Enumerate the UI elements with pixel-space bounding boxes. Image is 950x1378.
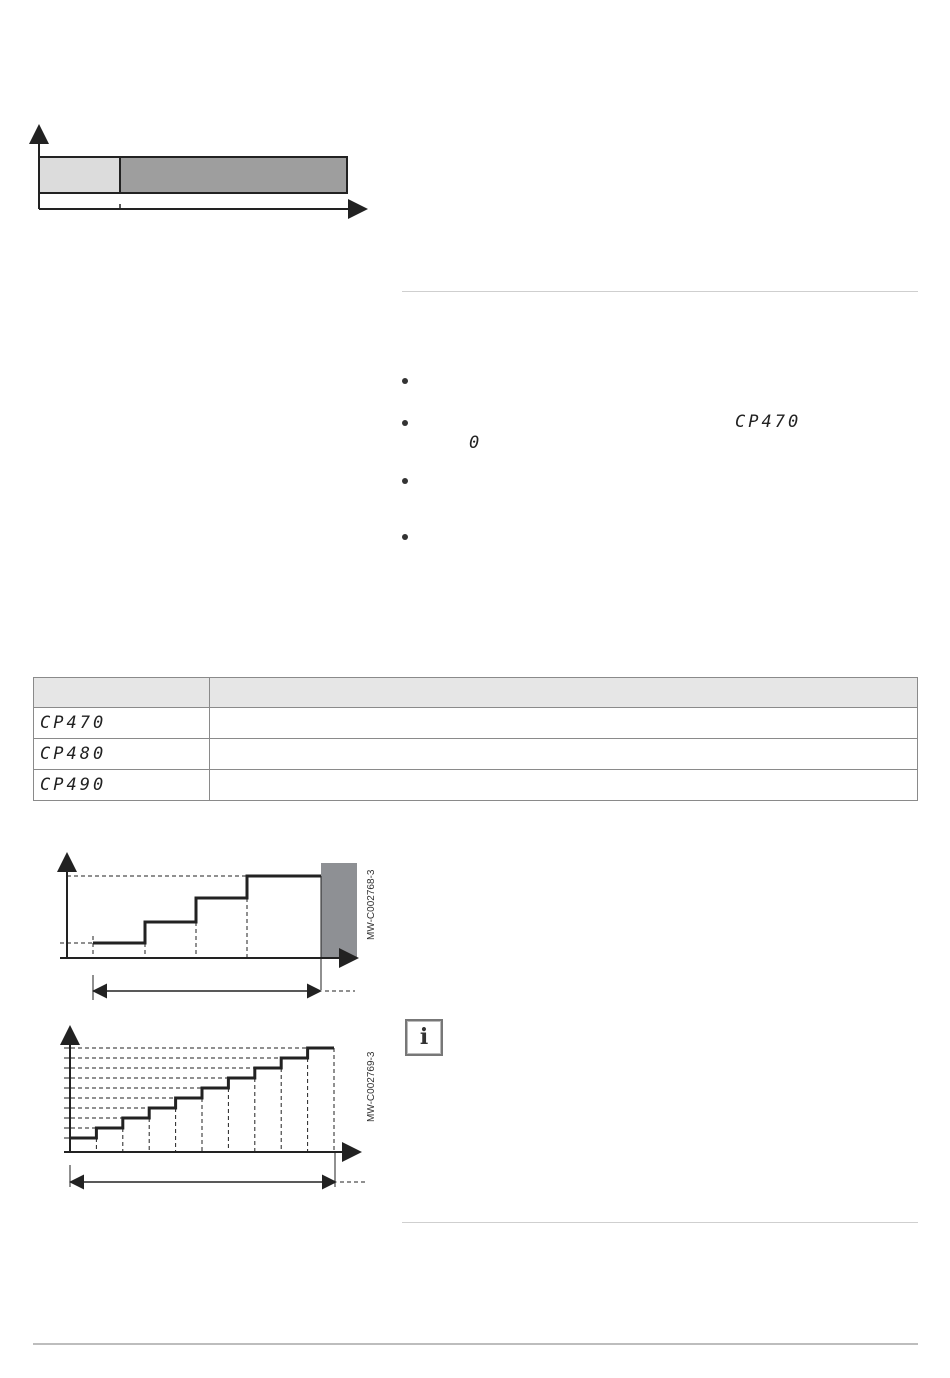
table-cell-code: CP470 xyxy=(34,708,210,739)
timeline-bar-diagram xyxy=(28,120,378,220)
step-chart-2 xyxy=(60,1025,370,1190)
table-cell-code: CP480 xyxy=(34,739,210,770)
bullet-4 xyxy=(402,534,408,540)
info-icon xyxy=(405,1019,443,1056)
bullet-3 xyxy=(402,478,408,484)
figure-1-id: MW-C002768-3 xyxy=(366,869,377,940)
step-line xyxy=(70,1048,334,1138)
figure-2-id: MW-C002769-3 xyxy=(366,1051,377,1122)
info-glyph: i xyxy=(419,1024,429,1050)
section-divider-bottom xyxy=(402,1222,918,1223)
shaded-zone xyxy=(321,863,357,957)
bullet-2-param-value: 0 xyxy=(469,433,483,453)
step-line xyxy=(93,876,321,943)
table-cell-code: CP490 xyxy=(34,770,210,801)
bullet-2 xyxy=(402,420,408,426)
parameter-table xyxy=(33,677,918,801)
table-row xyxy=(34,770,918,801)
bullet-2-param-code: CP470 xyxy=(735,412,802,432)
table-header-cell-description xyxy=(210,678,918,708)
section-divider-top xyxy=(402,291,918,292)
table-header-row xyxy=(34,678,918,708)
step-chart-2-content xyxy=(64,1048,334,1152)
table-cell-description xyxy=(210,770,918,801)
table-row xyxy=(34,708,918,739)
table-cell-description xyxy=(210,739,918,770)
table-cell-description xyxy=(210,708,918,739)
bullet-1 xyxy=(402,378,408,384)
bar-segment-light xyxy=(39,157,120,193)
bar-segment-dark xyxy=(120,157,347,193)
step-chart-1 xyxy=(55,850,365,1000)
table-row xyxy=(34,739,918,770)
table-header-cell-parameter xyxy=(34,678,210,708)
page-footer-rule xyxy=(33,1343,918,1345)
